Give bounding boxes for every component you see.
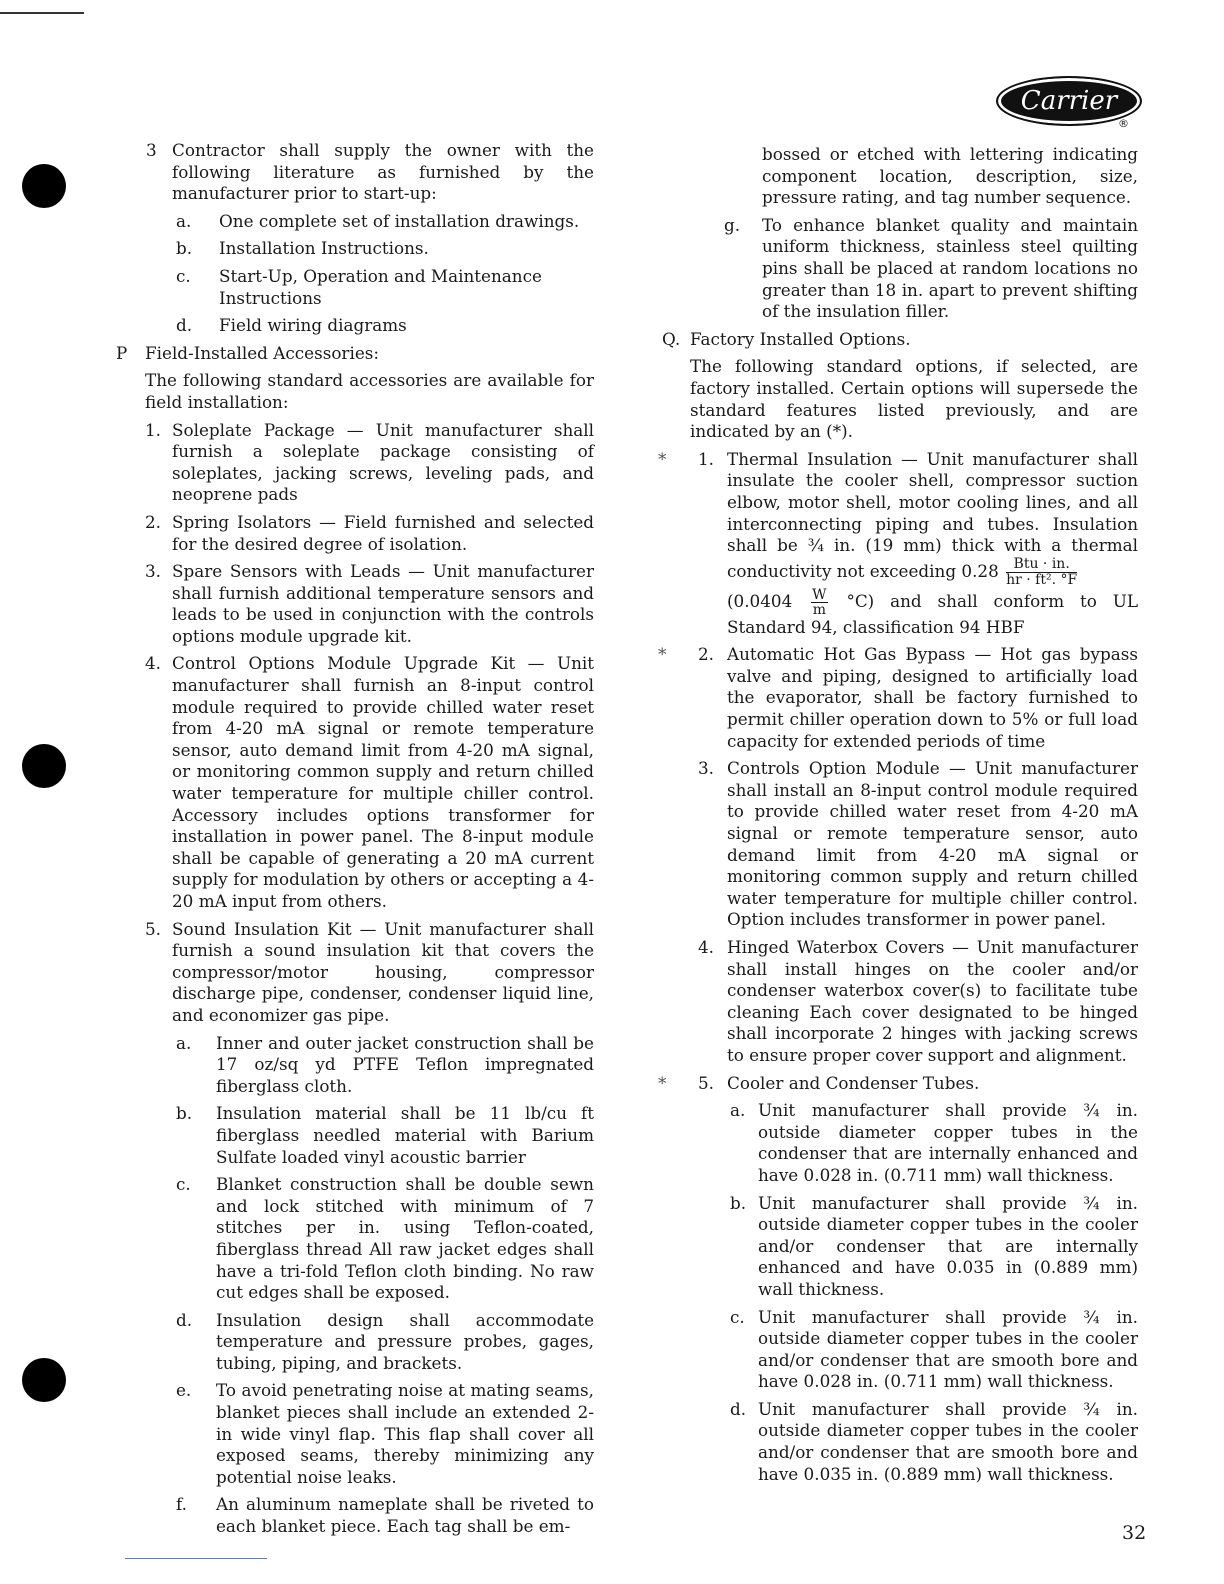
section-title: Factory Installed Options. bbox=[690, 328, 911, 349]
sub-marker: c. bbox=[730, 1306, 745, 1327]
sub-text: Installation Instructions. bbox=[219, 238, 429, 259]
top-rule bbox=[0, 12, 84, 14]
item-text-cont: °C) and shall conform to UL Standard 94, classification 94 HBF bbox=[727, 590, 1139, 637]
sub-text: Unit manufacturer shall provide ¾ in. outside diameter copper tubes in the cooler and/or condenser that are internally enhanced and have 0.035 in (0.889 mm) wall thickness. bbox=[758, 1192, 1138, 1299]
sub-text: Field wiring diagrams bbox=[219, 315, 407, 336]
sub-item bbox=[730, 1193, 1138, 1301]
section-intro: The following standard options, if selected, are factory installed. Certain options will supersede the standard features listed previously, and are indicated by an (*). bbox=[690, 356, 1138, 442]
fraction-numerator: Btu · in. bbox=[1006, 557, 1077, 573]
continued-text: bossed or etched with lettering indicating component location, description, size, pressure rating, and tag number sequence. bbox=[762, 144, 1138, 208]
star-marker bbox=[658, 937, 698, 1067]
list-item bbox=[145, 653, 594, 912]
option-item-3 bbox=[658, 758, 1138, 931]
sub-text: Start-Up, Operation and Maintenance Instructions bbox=[219, 265, 542, 308]
sub-marker: d. bbox=[176, 315, 193, 336]
sub-marker: b. bbox=[730, 1192, 747, 1213]
item-marker: 1. bbox=[145, 419, 162, 440]
option-item-4 bbox=[658, 937, 1138, 1067]
list-item-3 bbox=[108, 140, 594, 205]
sub-marker: d. bbox=[730, 1398, 747, 1419]
item-text: Contractor shall supply the owner with the following literature as furnished by the manufacturer prior to start-up: bbox=[172, 140, 594, 204]
sub-marker: a. bbox=[176, 1032, 192, 1053]
item-marker: 1. bbox=[698, 448, 715, 469]
sub-marker: b. bbox=[176, 238, 193, 259]
item-text: Thermal Insulation — Unit manufacturer shall insulate the cooler shell, compressor suction elbow, motor shell, motor cooling lines, and all interconnecting piping and tubes. Insulation shall be ¾ in. (19 mm) thick with a thermal conductivity not exceeding 0.28 bbox=[727, 448, 1138, 581]
binder-hole-icon bbox=[22, 164, 66, 208]
sub-text: Unit manufacturer shall provide ¾ in. outside diameter copper tubes in the cooler and/or condenser that are smooth bore and have 0.035 in. (0.889 mm) wall thickness. bbox=[758, 1398, 1138, 1484]
binder-hole-icon bbox=[22, 744, 66, 788]
section-p-heading bbox=[108, 343, 594, 365]
item-text: Soleplate Package — Unit manufacturer shall furnish a soleplate package consisting of soleplates, jacking screws, leveling pads, and neoprene pads bbox=[172, 419, 594, 505]
left-column bbox=[108, 140, 594, 1544]
item-text-cont: (0.0404 bbox=[727, 590, 793, 611]
item-text: Control Options Module Upgrade Kit — Unit manufacturer shall furnish an 8-input control module required to provide chilled water reset from 4-20 mA signal or remote temperature sensor, auto demand limit from 4-20 mA signal, or monitoring common supply and return chilled water temperature for multiple chiller control. Accessory includes options transformer for installation in power panel. The 8-input module shall be capable of generating a 20 mA current supply for modulation by others or accepting a 4-20 mA input from others. bbox=[172, 653, 594, 911]
sub-item bbox=[172, 315, 594, 337]
section-marker: P bbox=[116, 342, 128, 363]
sub-item bbox=[172, 1380, 594, 1488]
option-item-5 bbox=[658, 1073, 1138, 1095]
item-body bbox=[727, 449, 1138, 639]
sub-item bbox=[730, 1100, 1138, 1186]
sub-item bbox=[722, 215, 1138, 323]
fraction-denominator: m bbox=[812, 601, 826, 618]
sub-text: Unit manufacturer shall provide ¾ in. outside diameter copper tubes in the cooler and/or condenser that are smooth bore and have 0.028 in. (0.711 mm) wall thickness. bbox=[758, 1306, 1138, 1392]
bottom-rule bbox=[125, 1558, 267, 1559]
sub-text: Blanket construction shall be double sewn and lock stitched with minimum of 7 stitches per in. using Teflon-coated, fiberglass thread All raw jacket edges shall have a tri-fold Teflon cloth binding. No raw cut edges shall be exposed. bbox=[216, 1174, 594, 1303]
item-text: Controls Option Module — Unit manufacturer shall install an 8-input control module required to provide chilled water reset from 4-20 mA signal or remote temperature sensor, auto demand limit from 4-20 mA signal or monitoring common supply and return chilled water temperature for multiple chiller control. Option includes transformer in power panel. bbox=[727, 758, 1138, 930]
section-intro: The following standard accessories are available for field installation: bbox=[145, 370, 594, 412]
fraction-denominator: hr · ft². °F bbox=[1006, 571, 1078, 588]
sub-marker: a. bbox=[176, 210, 192, 231]
item-marker: 3. bbox=[145, 561, 162, 582]
item-marker: 2. bbox=[145, 511, 162, 532]
sub-marker: c. bbox=[176, 265, 191, 286]
option-item-1 bbox=[658, 449, 1138, 639]
sub-item bbox=[172, 1494, 594, 1537]
option-item-2 bbox=[658, 644, 1138, 752]
section-marker: Q. bbox=[662, 328, 681, 349]
item-text: Spring Isolators — Field furnished and selected for the desired degree of isolation. bbox=[172, 511, 594, 554]
sub-marker: f. bbox=[176, 1494, 187, 1515]
sub-item bbox=[172, 1033, 594, 1098]
item-marker: 5. bbox=[698, 1072, 715, 1093]
item-marker: 4. bbox=[145, 653, 162, 674]
sub-marker: a. bbox=[730, 1100, 746, 1121]
sub-marker: e. bbox=[176, 1380, 192, 1401]
list-item bbox=[145, 420, 594, 506]
carrier-logo: Carrier bbox=[996, 76, 1142, 126]
item-text: Hinged Waterbox Covers — Unit manufacturer shall install hinges on the cooler and/or condenser waterbox cover(s) to facilitate tube cleaning Each cover designated to be hinged shall incorporate 2 hinges with jacking screws to ensure proper cover support and alignment. bbox=[727, 937, 1138, 1065]
sub-marker: g. bbox=[724, 214, 741, 235]
sub-text: Unit manufacturer shall provide ¾ in. outside diameter copper tubes in the condenser that are internally enhanced and have 0.028 in. (0.711 mm) wall thickness. bbox=[758, 1100, 1138, 1185]
list-item bbox=[145, 512, 594, 555]
sub-marker: c. bbox=[176, 1174, 191, 1195]
binder-hole-icon bbox=[22, 1358, 66, 1402]
list-item bbox=[145, 561, 594, 647]
sub-marker: b. bbox=[176, 1103, 193, 1124]
item-text: Spare Sensors with Leads — Unit manufacturer shall furnish additional temperature sensors and leads to be used in conjunction with the controls options module upgrade kit. bbox=[172, 561, 594, 646]
sub-item bbox=[172, 266, 594, 309]
sub-text: One complete set of installation drawings. bbox=[219, 210, 580, 231]
sub-item bbox=[172, 1103, 594, 1168]
conductivity-fraction bbox=[1006, 557, 1077, 588]
sub-item bbox=[172, 238, 594, 260]
item-marker: 5. bbox=[145, 918, 162, 939]
item-text: Sound Insulation Kit — Unit manufacturer shall furnish a sound insulation kit that covers the compressor/motor housing, compressor discharge pipe, condenser, condenser liquid line, and economizer gas pipe. bbox=[172, 918, 594, 1025]
section-title: Field-Installed Accessories: bbox=[145, 342, 380, 363]
sub-text: To enhance blanket quality and maintain uniform thickness, stainless steel quilting pins shall be placed at random locations no greater than 18 in. apart to prevent shifting of the insulation filler. bbox=[762, 214, 1138, 322]
item-text: Cooler and Condenser Tubes. bbox=[727, 1072, 980, 1093]
star-marker: * bbox=[658, 448, 667, 469]
sub-item bbox=[172, 211, 594, 233]
sub-text: To avoid penetrating noise at mating seams, blanket pieces shall include an extended 2-in wide vinyl flap. This flap shall cover all exposed seams, thereby minimizing any potential noise leaks. bbox=[216, 1380, 594, 1487]
item-marker: 3 bbox=[146, 140, 157, 160]
list-item bbox=[145, 919, 594, 1027]
page-number: 32 bbox=[1122, 1522, 1147, 1544]
unit-fraction bbox=[811, 588, 827, 617]
sub-text: An aluminum nameplate shall be riveted to each blanket piece. Each tag shall be em- bbox=[216, 1494, 594, 1537]
star-marker: * bbox=[658, 1072, 667, 1093]
registered-mark: ® bbox=[1118, 117, 1129, 130]
item-marker: 3. bbox=[698, 758, 715, 779]
sub-marker: d. bbox=[176, 1309, 193, 1330]
item-text: Automatic Hot Gas Bypass — Hot gas bypass valve and piping, designed to artificially load the evaporator, shall be factory furnished to permit chiller operation down to 5% or full load capacity for extended periods of time bbox=[727, 644, 1138, 751]
right-column bbox=[658, 144, 1138, 1491]
sub-text: Insulation material shall be 11 lb/cu ft fiberglass needled material with Barium Sulfate loaded vinyl acoustic barrier bbox=[216, 1103, 594, 1167]
fraction-numerator: W bbox=[812, 586, 827, 603]
item-marker: 4. bbox=[698, 937, 715, 957]
sub-item bbox=[730, 1399, 1138, 1485]
item-marker: 2. bbox=[698, 644, 715, 665]
sub-item bbox=[172, 1174, 594, 1304]
sub-item bbox=[172, 1310, 594, 1375]
star-marker: * bbox=[658, 644, 667, 665]
sub-item bbox=[730, 1307, 1138, 1393]
section-q-heading bbox=[658, 329, 1138, 351]
sub-text: Insulation design shall accommodate temperature and pressure probes, gages, tubing, piping, and brackets. bbox=[216, 1309, 594, 1373]
star-marker bbox=[658, 758, 698, 931]
sub-text: Inner and outer jacket construction shall be 17 oz/sq yd PTFE Teflon impregnated fiberglass cloth. bbox=[216, 1032, 594, 1096]
